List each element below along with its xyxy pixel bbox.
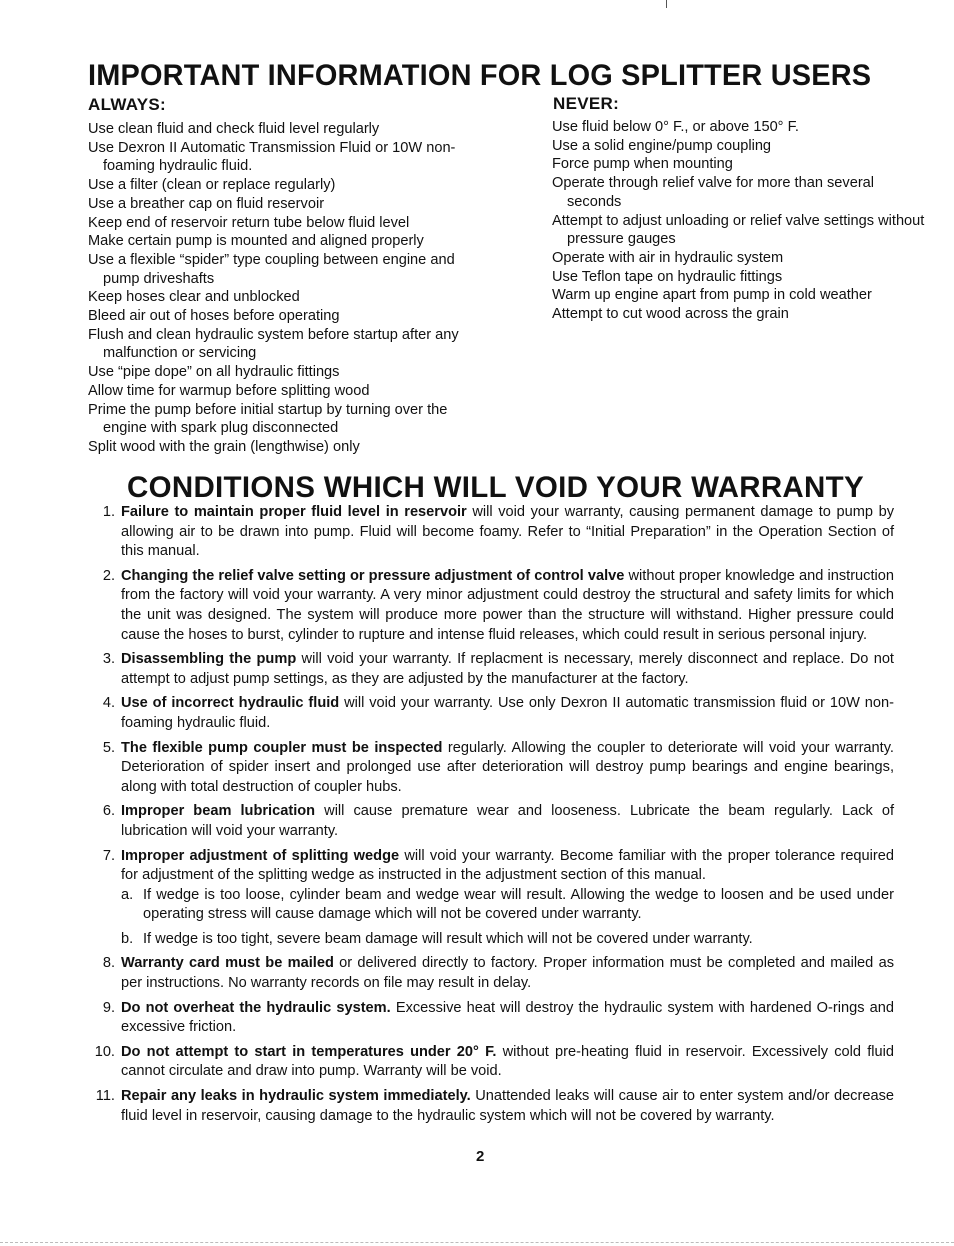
- warranty-condition: [88, 954, 894, 993]
- condition-number: 6.: [102, 803, 115, 820]
- condition-body: [121, 1087, 894, 1126]
- condition-number: 10.: [94, 1043, 115, 1060]
- condition-lead: Warranty card must be mailed: [121, 955, 334, 972]
- condition-number: 2.: [102, 567, 115, 584]
- never-item: Warm up engine apart from pump in cold weather: [552, 287, 872, 304]
- always-item: Use Dexron II Automatic Transmission Fluid or 10W non-foaming hydraulic fluid.: [88, 139, 456, 175]
- warranty-condition: [88, 694, 894, 733]
- always-item: Use “pipe dope” on all hydraulic fittings: [88, 364, 340, 381]
- always-item: Make certain pump is mounted and aligned properly: [88, 233, 424, 250]
- warranty-condition: [88, 503, 894, 562]
- sub-item-letter: a.: [121, 886, 134, 903]
- condition-body: [121, 847, 894, 950]
- condition-lead: The flexible pump coupler must be inspected: [121, 739, 443, 756]
- condition-text: without pre-heating fluid in reservoir. Excessively cold fluid cannot circulate and draw into pump. Warranty will be void.: [121, 1043, 894, 1080]
- never-item: Use Teflon tape on hydraulic fittings: [552, 268, 783, 285]
- always-item: Use clean fluid and check fluid level regularly: [88, 121, 380, 137]
- condition-number: 7.: [102, 847, 115, 864]
- sub-item-text: If wedge is too tight, severe beam damage will result which will not be covered under warranty.: [143, 930, 753, 947]
- always-item: Bleed air out of hoses before operating: [88, 308, 340, 325]
- page-title: IMPORTANT INFORMATION FOR LOG SPLITTER USERS: [88, 59, 872, 92]
- condition-lead: Use of incorrect hydraulic fluid: [121, 695, 340, 712]
- condition-body: [121, 694, 894, 733]
- condition-lead: Do not attempt to start in temperatures under 20° F.: [121, 1043, 497, 1060]
- condition-number: 5.: [102, 739, 115, 756]
- condition-text: will void your warranty, causing permanent damage to pump by allowing air to be drawn into pump. Fluid will become foamy. Refer to “Initial Preparation” in the Operation Section of this manual.: [121, 504, 894, 560]
- condition-text: will cause premature wear and looseness. Lubricate the beam regularly. Lack of lubrication will void your warranty.: [121, 803, 895, 839]
- condition-body: [121, 739, 894, 798]
- warranty-condition: [88, 1087, 894, 1126]
- warranty-condition: [88, 739, 894, 798]
- never-item: Use a solid engine/pump coupling: [552, 137, 772, 154]
- condition-sub-item: [121, 930, 894, 950]
- page-number: 2: [476, 1148, 485, 1165]
- always-item: Keep hoses clear and unblocked: [88, 289, 300, 306]
- always-item: Prime the pump before initial startup by turning over the engine with spark plug disconnected: [88, 401, 448, 437]
- always-item: Split wood with the grain (lengthwise) only: [88, 438, 360, 455]
- never-item: Attempt to adjust unloading or relief valve settings without pressure gauges: [552, 212, 925, 248]
- never-item: Operate with air in hydraulic system: [552, 249, 784, 266]
- never-list: [552, 118, 932, 324]
- condition-text: will void your warranty. Use only Dexron II automatic transmission fluid or 10W non-foaming hydraulic fluid.: [121, 695, 894, 731]
- never-item: Operate through relief valve for more than several seconds: [552, 175, 875, 210]
- warranty-condition: [88, 567, 894, 645]
- condition-body: [121, 999, 894, 1038]
- sub-item-letter: b.: [121, 930, 134, 947]
- warranty-condition: [88, 999, 894, 1038]
- always-item: Keep end of reservoir return tube below fluid level: [88, 214, 410, 231]
- always-item: Use a flexible “spider” type coupling between engine and pump driveshafts: [88, 251, 455, 287]
- never-heading: NEVER:: [553, 94, 620, 113]
- condition-body: [121, 802, 894, 841]
- condition-text: Excessive heat will destroy the hydraulic system with hardened O-rings and excessive friction.: [121, 999, 894, 1036]
- bottom-edge-line: [0, 1242, 954, 1244]
- condition-body: [121, 503, 894, 562]
- warranty-condition: [88, 650, 894, 689]
- condition-lead: Do not overheat the hydraulic system.: [121, 999, 391, 1016]
- always-heading: ALWAYS:: [88, 95, 166, 114]
- condition-lead: Improper adjustment of splitting wedge: [121, 847, 400, 864]
- never-item: Force pump when mounting: [552, 156, 733, 173]
- warranty-condition: [88, 802, 894, 841]
- never-item: Attempt to cut wood across the grain: [552, 306, 789, 323]
- condition-lead: Changing the relief valve setting or pressure adjustment of control valve: [121, 567, 625, 584]
- always-item: Use a breather cap on fluid reservoir: [88, 195, 325, 212]
- condition-lead: Repair any leaks in hydraulic system immediately.: [121, 1088, 471, 1105]
- condition-number: 4.: [102, 695, 115, 712]
- condition-number: 3.: [102, 651, 115, 668]
- always-item: Use a filter (clean or replace regularly): [88, 177, 336, 194]
- condition-number: 11.: [95, 1088, 115, 1105]
- condition-lead: Disassembling the pump: [121, 651, 297, 668]
- condition-body: [121, 650, 894, 689]
- warranty-title: CONDITIONS WHICH WILL VOID YOUR WARRANTY: [127, 471, 864, 504]
- condition-lead: Improper beam lubrication: [121, 803, 316, 820]
- scan-mark: [666, 0, 667, 8]
- condition-sub-item: [121, 886, 894, 925]
- always-item: Flush and clean hydraulic system before startup after any malfunction or servicing: [88, 326, 459, 362]
- condition-body: [121, 1043, 894, 1082]
- condition-text: Unattended leaks will cause air to enter system and/or decrease fluid level in reservoir, causing damage to the hydraulic system which will not be covered by warranty.: [121, 1088, 894, 1124]
- always-item: Allow time for warmup before splitting wood: [88, 382, 370, 399]
- never-item: Use fluid below 0° F., or above 150° F.: [552, 119, 799, 135]
- condition-number: 1.: [102, 504, 115, 520]
- condition-body: [121, 954, 894, 993]
- warranty-conditions-list: [88, 503, 894, 1131]
- condition-body: [121, 567, 894, 645]
- condition-text: regularly. Allowing the coupler to deteriorate will void your warranty. Deterioration of spider insert and prolonged use after deterioration will destroy pump bearings and engine bearings, along with total destruction of coupler hubs.: [121, 739, 894, 795]
- condition-sub-list: [121, 886, 894, 950]
- condition-number: 9.: [102, 999, 115, 1016]
- condition-text: without proper knowledge and instruction from the factory will void your warranty. A very minor adjustment could destroy the structural and safety limits for which the unit was designed. The system will produce more power than the structure will withstand. Higher pressure could cause the hoses to burst, cylinder to rupture and intense fluid releases, which could result in serious personal injury.: [121, 567, 894, 643]
- condition-lead: Failure to maintain proper fluid level in reservoir: [121, 504, 467, 520]
- sub-item-text: If wedge is too loose, cylinder beam and wedge wear will result. Allowing the wedge to loosen and be used under operating stress will cause damage which will not be covered under warranty.: [143, 886, 894, 923]
- always-list: [88, 120, 488, 457]
- condition-text: will void your warranty. If replacment is necessary, merely disconnect and replace. Do not attempt to adjust pump settings, as they are adjusted by the manufacturer at the factory.: [121, 651, 894, 687]
- condition-text: or delivered directly to factory. Proper information must be completed and mailed as per instructions. No warranty records on file may result in delay.: [121, 955, 894, 992]
- condition-text: will void your warranty. Become familiar with the proper tolerance required for adjustment of the splitting wedge as instructed in the adjustment section of this manual.: [121, 847, 894, 884]
- warranty-condition: [88, 847, 894, 950]
- warranty-condition: [88, 1043, 894, 1082]
- condition-number: 8.: [102, 955, 115, 972]
